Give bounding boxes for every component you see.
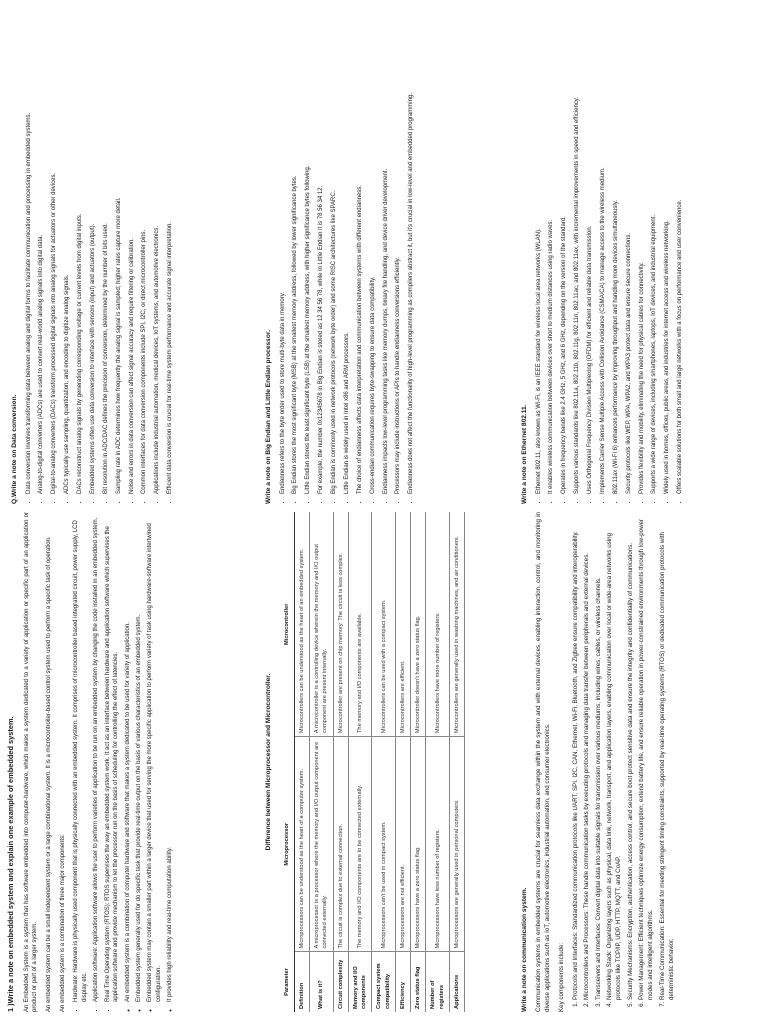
table-cell: Microcontroller doesn't have a zero status flag. bbox=[411, 512, 426, 737]
table-row bbox=[411, 512, 426, 1012]
list-item: • Supports various standards like 802.11a, 802.11b, 802.11g, 802.11n, 802.11ac, and 802.11ax, with incremental improvements in speed and efficiency. bbox=[573, 4, 582, 494]
table-cell: Compact system compatibility bbox=[372, 952, 396, 1012]
table-cell: Microprocessors have less number of registers. bbox=[426, 737, 450, 952]
table-cell: Microcontrollers can be used with a compact system. bbox=[372, 512, 396, 737]
list-item: ◦ Embedded system generally used for do specific task that provide real-time output on the basis of various characteristics of an embedded system. bbox=[135, 512, 144, 1002]
list-item: 6. Power Management: Efficient techniques optimize energy consumption, extend battery life, and ensure reliable operation in power-constrained environments through low-power modes and intelligent algorithms. bbox=[638, 512, 656, 1000]
list-item: • Security protocols like WEP, WPA, WPA2, and WPA3 protect data and ensure secure connections. bbox=[625, 4, 634, 494]
list-item: • ADCs typically use sampling, quantization, and encoding to digitize analog signals. bbox=[63, 4, 72, 494]
table-cell: Microprocessors can be understood as the heart of a computer system. bbox=[294, 737, 309, 952]
list-item: ◦ Embedded system may contain a smaller part within a larger device that used for serving the more specific application to perform variety of task using hardware-software intertwined configuration. bbox=[146, 512, 163, 1002]
list-item: • Common interfaces for data conversion components include SPI, I2C, or direct microcontroller pins. bbox=[140, 4, 149, 494]
page-title: Write a note on Big Endian and Little Endian processor. bbox=[265, 330, 272, 504]
list-item: • Endianness does not affect the functionality of high-level programming as compilers abstract it, but it's crucial in low-level and embedded programming. bbox=[407, 4, 416, 494]
page-difference-table bbox=[256, 512, 512, 1024]
list-item: • Analog-to-digital converters (ADCs) are used to convert real-world analog signals into digital data. bbox=[37, 4, 46, 494]
table-cell: Memory and I/O components bbox=[348, 952, 372, 1012]
table-cell: Microcontrollers are efficient. bbox=[395, 512, 410, 737]
comparison-table bbox=[280, 512, 466, 1012]
table-cell: Zero status flag bbox=[411, 952, 426, 1012]
table-cell: The circuit is complex due to external connection. bbox=[333, 737, 348, 952]
page-embedded-system bbox=[0, 512, 256, 1024]
list-item: 7. Real-Time Communication: Essential for meeting stringent timing constraints, supported by real-time operating systems (RTOS) or dedicated communication protocols with deterministic behavior. bbox=[659, 512, 677, 1000]
page-title: Write a note on Ethernet 802.11. bbox=[521, 404, 528, 504]
list-item: • Supports a wide range of devices, including smartphones, laptops, IoT devices, and industrial equipment. bbox=[650, 4, 659, 494]
table-row bbox=[348, 512, 372, 1012]
list-item: • Bit resolution in ADC/DAC defines the precision of conversion, determined by the number of bits used. bbox=[102, 4, 111, 494]
page-title: Write a note on communication system. bbox=[521, 887, 528, 1012]
list-item: • Sampling rate in ADC determines how frequently the analog signal is sampled; higher rates capture more detail. bbox=[115, 4, 124, 494]
list-item: • For example, the number 0x12345678 in Big Endian is stored as 12 34 56 78, while in Little Endian it is 78 56 34 12. bbox=[317, 4, 326, 494]
list-item: • Offers scalable solutions for both small and large networks with a focus on performance and user convenience. bbox=[676, 4, 685, 494]
list-item: 1. Protocols and Interfaces: Standardized communication protocols like UART, SPI, I2C, CAN, Ethernet, Wi-Fi, Bluetooth, and Zigbee ensure compatibility and interoperability. bbox=[572, 512, 581, 1000]
list-item: ▪ Application software: Application software allows the user to perform varieties of application to be run on an embedded system by changing the code installed in an embedded system. bbox=[92, 512, 101, 1002]
table-cell: A microprocessor is a processor where the memory and I/O output component are connected externally. bbox=[310, 737, 334, 952]
table-row bbox=[395, 512, 410, 1012]
list-item: 2. Microcontrollers and Processors: These handle communication tasks by executing protocols and managing data transfer between peripherals and external devices. bbox=[583, 512, 592, 1000]
list-item: ◦ It provides high reliability and real-time computation ability. bbox=[166, 512, 175, 1002]
column-header: Microprocessor bbox=[280, 737, 295, 952]
paragraph: Communication systems in embedded systems are crucial for seamless data exchange within the system and with external devices, enabling interaction, control, and monitoring in diverse applications such as IoT, automotive electronics, industrial automation, and consumer electronics. bbox=[534, 512, 551, 1012]
table-cell: Circuit complexity bbox=[333, 952, 348, 1012]
numbered-list bbox=[572, 512, 677, 1012]
list-item: • Provides flexibility and mobility, eliminating the need for physical cables for connectivity. bbox=[638, 4, 647, 494]
list-item: • Little Endian stores the least significant byte (LSB) at the smallest memory address, with higher significance bytes following. bbox=[304, 4, 313, 494]
table-row bbox=[310, 512, 334, 1012]
table-row bbox=[372, 512, 396, 1012]
list-item: • Data conversion involves transforming data between analog and digital forms to facilitate communication and processing in embedded systems. bbox=[25, 4, 34, 494]
table-row bbox=[294, 512, 309, 1012]
table-cell: A microcontroller is a controlling device wherein the memory and I/O output component are present internally. bbox=[310, 512, 334, 737]
bullet-list bbox=[25, 4, 175, 504]
table-cell: The memory and I/O components are available. bbox=[348, 512, 372, 737]
list-item: ▪ Hardware: Hardware is physically used component that is physically connected with an embedded system. It comprises of microcontroller based integrated circuit, power supply, LCD display etc. bbox=[72, 512, 89, 1002]
bullet-list bbox=[279, 4, 416, 504]
page-ethernet bbox=[512, 0, 768, 512]
component-list bbox=[72, 512, 121, 1012]
characteristics-list bbox=[124, 512, 175, 1012]
column-header: Parameter bbox=[280, 952, 295, 1012]
page-data-conversion bbox=[0, 0, 256, 512]
paragraph: An embedded system can be a small independent system or a large combinational system. It is a microcontroller-based control system used to perform a specific task of operation. bbox=[46, 536, 53, 1012]
table-cell: Microprocessors have a zero status flag. bbox=[411, 737, 426, 952]
table-row bbox=[426, 512, 450, 1012]
table-cell: Definition bbox=[294, 952, 309, 1012]
list-item: • Uses Orthogonal Frequency Division Multiplexing (OFDM) for efficient and reliable data transmission. bbox=[586, 4, 595, 494]
table-row bbox=[333, 512, 348, 1012]
table-cell: Microprocessors are generally used in personal computers. bbox=[450, 737, 465, 952]
list-item: ▪ Real Time Operating system (RTOS): RTOS supervises the way an embedded system work. It act as an interface between hardware and application software which supervises the application software and provide mechanism to let the processor run on the basis of scheduling for controlling the effect of latencies. bbox=[104, 512, 121, 1002]
page-title: Difference between Microprocessor and Microcontroller. bbox=[265, 673, 272, 851]
list-item: • Processors may include instructions or APIs to handle endianness conversions efficiently. bbox=[394, 4, 403, 494]
list-item: • Digital-to-analog converters (DACs) transform processed digital signals into analog signals for actuators or other devices. bbox=[50, 4, 59, 494]
table-cell: The memory and I/O components are to be connected externally. bbox=[348, 737, 372, 952]
table-cell: Microprocessors are not efficient. bbox=[395, 737, 410, 952]
list-item: • Applications include industrial automation, medical devices, IoT systems, and automotive electronics. bbox=[153, 4, 162, 494]
table-cell: Microcontrollers have more number of registers. bbox=[426, 512, 450, 737]
table-cell: Microcontrollers are generally used in washing machines, and air conditioners. bbox=[450, 512, 465, 737]
list-item: • Big Endian stores the most significant byte (MSB) at the smallest memory address, followed by lower significance bytes. bbox=[291, 4, 300, 494]
list-item: • Cross-endian communication requires byte-swapping to ensure data compatibility. bbox=[369, 4, 378, 494]
page-communication-system bbox=[512, 512, 768, 1024]
table-header-row bbox=[280, 512, 295, 1012]
list-item: • It enables wireless communication between devices over short to medium distances using radio waves. bbox=[547, 4, 556, 494]
list-item: • Embedded systems often use data conversion to interface with sensors (input) and actuators (output). bbox=[89, 4, 98, 494]
list-item: • Ethernet 802.11, also known as Wi-Fi, is an IEEE standard for wireless local area networks (WLAN). bbox=[535, 4, 544, 494]
list-item: • Widely used in homes, offices, public areas, and industries for internet access and wireless networking. bbox=[663, 4, 672, 494]
list-item: • Endianness impacts low-level programming tasks like memory dumps, binary file handling, and device driver development. bbox=[382, 4, 391, 494]
page-endian bbox=[256, 0, 512, 512]
table-cell: Microprocessors can't be used in compact system. bbox=[372, 737, 396, 952]
page-title: 1 )Write a note on embedded system and explain one example of embedded system. bbox=[6, 716, 15, 1012]
table-cell: Applications bbox=[450, 952, 465, 1012]
table-cell: Microcontrollers can be understood as the heart of an embedded system. bbox=[294, 512, 309, 737]
column-header: Microcontroller bbox=[280, 512, 295, 737]
table-cell: Number of registers bbox=[426, 952, 450, 1012]
list-item: • Implements Carrier Sense Multiple Access with Collision Avoidance (CSMA/CA) to manage access to the wireless medium. bbox=[599, 4, 608, 494]
list-item: • Efficient data conversion is crucial for real-time system performance and accurate signal interpretation. bbox=[166, 4, 175, 494]
table-row bbox=[450, 512, 465, 1012]
table-cell: Microcontroller are present on chip memory. The circuit is less complex. bbox=[333, 512, 348, 737]
list-item: 3. Transceivers and Interfaces: Convert digital data into suitable signals for transmission over various mediums, including wires, cables, or wireless channels. bbox=[595, 512, 604, 1000]
list-item: • Endianness refers to the byte order used to store multi-byte data in memory. bbox=[279, 4, 288, 494]
page-title: Q.Write a note on Data conversion. bbox=[11, 394, 18, 504]
paragraph: Key components include: bbox=[557, 942, 565, 1012]
bullet-list bbox=[535, 4, 685, 504]
list-item: ◦ An embedded system is a combination of computer hardware and software that makes a system dedicated to be used for variety of application. bbox=[124, 512, 133, 1002]
table-cell: Efficiency bbox=[395, 952, 410, 1012]
list-item: 4. Networking Stack: Organizing layers such as physical, data link, network, transport, and application layers, enabling communication over local or wide-area networks using protocols like TCP/IP, UDP, HTTP, MQTT, and CoAP. bbox=[606, 512, 624, 1000]
list-item: 5. Security Mechanisms: Encryption, authentication, access control, and secure boot protect sensitive data and ensure the integrity and confidentiality of communications. bbox=[627, 512, 636, 1000]
list-item: • Noise and errors in data conversion can affect signal accuracy and require filtering or calibration. bbox=[128, 4, 137, 494]
list-item: • DACs reconstruct analog signals by generating corresponding voltage or current levels from digital inputs. bbox=[76, 4, 85, 494]
paragraph: An Embedded System is a system that has software embedded into computer-hardware, which makes a system dedicated to a variety of application or specific part of an application or product or part of a larger system. bbox=[23, 512, 39, 1012]
table-cell: What is it? bbox=[310, 952, 334, 1012]
list-item: • Big Endian is commonly used in network protocols (network byte order) and some RISC architectures like SPARC. bbox=[330, 4, 339, 494]
list-item: • Little Endian is widely used in Intel x86 and ARM processors. bbox=[343, 4, 352, 494]
paragraph: An embedded system is a combination of three major components: bbox=[59, 834, 66, 1012]
list-item: • The choice of endianness affects data interpretation and communication between systems with different endianness. bbox=[356, 4, 365, 494]
list-item: • 802.11ax (Wi-Fi 6) enhances performance by improving throughput and handling more devices simultaneously. bbox=[612, 4, 621, 494]
list-item: • Operates in frequency bands like 2.4 GHz, 5 GHz, and 6 GHz, depending on the version of the standard. bbox=[560, 4, 569, 494]
